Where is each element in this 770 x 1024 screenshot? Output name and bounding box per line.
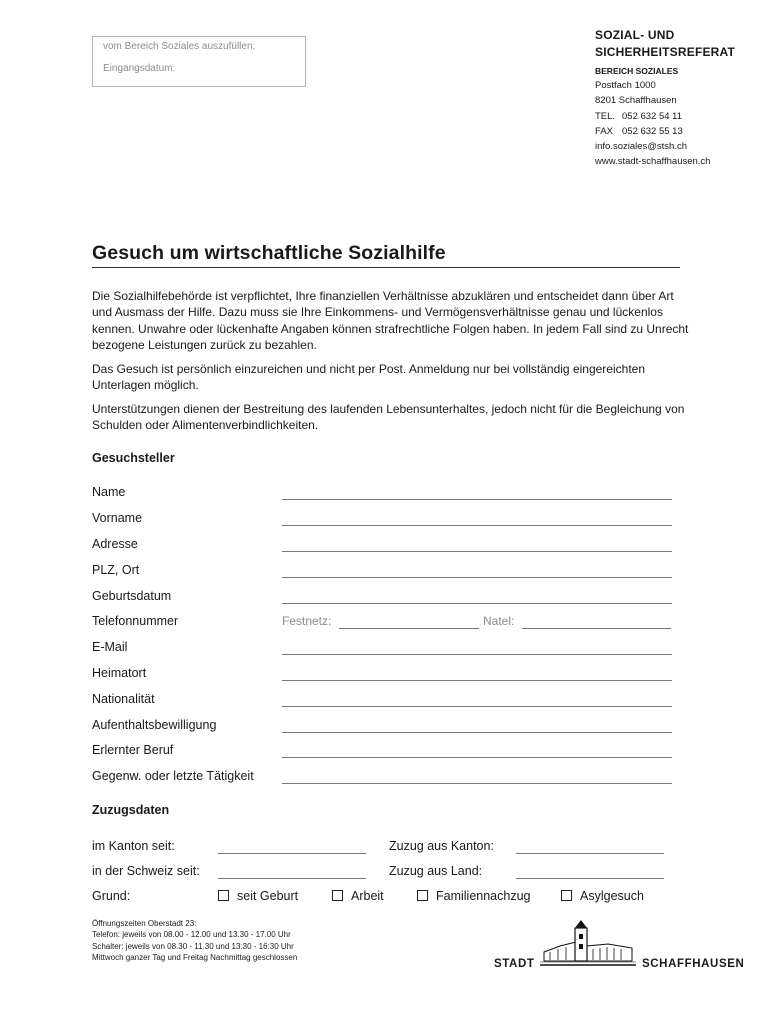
opening-hours-title: Öffnungszeiten Oberstadt 23: — [92, 919, 197, 928]
reason-label: Grund: — [92, 889, 131, 903]
profession-input-line[interactable] — [282, 757, 672, 758]
reason-option-family[interactable] — [417, 889, 531, 903]
castle-logo-icon — [538, 916, 638, 972]
arrival-row-canton — [92, 839, 672, 859]
email-input-line[interactable] — [282, 654, 672, 655]
address-input-line[interactable] — [282, 551, 672, 552]
opening-hours-phone: Telefon: jeweils von 08.00 - 12.00 und 13.30 - 17.00 Uhr — [92, 930, 291, 940]
reason-row — [92, 889, 692, 909]
field-label: E-Mail — [92, 640, 128, 654]
opening-hours — [92, 918, 392, 963]
website: www.stadt-schaffhausen.ch — [595, 156, 711, 168]
canton-since-label: im Kanton seit: — [92, 839, 175, 853]
email-address: info.soziales@stsh.ch — [595, 141, 688, 153]
option-label: Arbeit — [351, 889, 384, 903]
checkbox-icon[interactable] — [218, 890, 229, 901]
nationality-input-line[interactable] — [282, 706, 672, 707]
intro-paragraph-3: Unterstützungen dienen der Bestreitung des laufenden Lebensunterhaltes, jedoch nicht für die Begleichung von Schulden oder Alimentenverbindlichkeiten. — [92, 402, 685, 433]
phone-number: 052 632 54 11 — [622, 110, 683, 122]
org-name-line2: SICHERHEITSREFERAT — [595, 45, 736, 59]
city-logo — [494, 916, 754, 972]
fax-line — [595, 124, 765, 139]
field-label: Aufenthaltsbewilligung — [92, 718, 217, 732]
field-profession — [92, 743, 672, 763]
canton-since-input-line[interactable] — [218, 853, 366, 854]
from-country-input-line[interactable] — [516, 878, 664, 879]
field-label: Geburtsdatum — [92, 589, 172, 603]
name-input-line[interactable] — [282, 499, 672, 500]
field-label: Telefonnummer — [92, 614, 179, 628]
office-use-label: vom Bereich Soziales auszufüllen: — [103, 41, 256, 52]
sender-address — [595, 27, 765, 170]
receipt-date-label: Eingangsdatum: — [103, 63, 176, 74]
field-birthdate — [92, 589, 672, 609]
hometown-input-line[interactable] — [282, 680, 672, 681]
reason-option-birth[interactable] — [218, 889, 298, 903]
option-label: Familiennachzug — [436, 889, 531, 903]
field-label: Gegenw. oder letzte Tätigkeit — [92, 769, 254, 783]
field-hometown — [92, 666, 672, 686]
field-email — [92, 640, 672, 660]
arrival-row-country — [92, 864, 672, 884]
checkbox-icon[interactable] — [417, 890, 428, 901]
field-phone — [92, 614, 672, 634]
option-label: Asylgesuch — [580, 889, 644, 903]
landline-label: Festnetz: — [282, 614, 332, 628]
checkbox-icon[interactable] — [561, 890, 572, 901]
phone-line — [595, 109, 765, 124]
org-name-line1: SOZIAL- UND — [595, 28, 675, 42]
reason-option-asylum[interactable] — [561, 889, 644, 903]
fax-label: FAX — [595, 125, 613, 137]
logo-word-city: SCHAFFHAUSEN — [642, 958, 745, 970]
field-label: PLZ, Ort — [92, 563, 140, 577]
field-nationality — [92, 692, 672, 712]
city: 8201 Schaffhausen — [595, 95, 677, 107]
office-use-box — [92, 36, 306, 87]
field-label: Name — [92, 485, 126, 499]
field-label: Vorname — [92, 511, 143, 525]
field-current-activity — [92, 769, 672, 789]
field-label: Adresse — [92, 537, 138, 551]
field-label: Nationalität — [92, 692, 155, 706]
field-label: Erlernter Beruf — [92, 743, 174, 757]
current-activity-input-line[interactable] — [282, 783, 672, 784]
arrival-heading: Zuzugsdaten — [92, 803, 170, 817]
department-name: BEREICH SOZIALES — [595, 66, 679, 76]
switzerland-since-label: in der Schweiz seit: — [92, 864, 200, 878]
zip-city-input-line[interactable] — [282, 577, 672, 578]
page-title: Gesuch um wirtschaftliche Sozialhilfe — [92, 242, 680, 268]
mobile-input-line[interactable] — [522, 628, 671, 629]
field-first-name — [92, 511, 672, 531]
first-name-input-line[interactable] — [282, 525, 672, 526]
mobile-label: Natel: — [483, 614, 515, 628]
opening-hours-closed: Mittwoch ganzer Tag und Freitag Nachmittag geschlossen — [92, 952, 298, 962]
field-zip-city — [92, 563, 672, 583]
switzerland-since-input-line[interactable] — [218, 878, 366, 879]
postbox: Postfach 1000 — [595, 80, 656, 91]
phone-label: TEL. — [595, 110, 616, 122]
from-canton-label: Zuzug aus Kanton: — [389, 839, 494, 853]
field-name — [92, 485, 672, 505]
birthdate-input-line[interactable] — [282, 603, 672, 604]
logo-word-stadt: STADT — [494, 958, 535, 970]
checkbox-icon[interactable] — [332, 890, 343, 901]
option-label: seit Geburt — [237, 889, 299, 903]
applicant-heading: Gesuchsteller — [92, 451, 175, 465]
intro-paragraph-1: Die Sozialhilfebehörde ist verpflichtet, Ihre finanziellen Verhältnisse abzuklären und entscheidet dann über Art und Ausmass der Hilfe. Dazu muss sie Ihre Einkommens- und Vermögensverhältnisse genau und lückenlos kennen. Unwahre oder lückenhafte Angaben können strafrechtliche Folgen haben. In jedem Fall sind zu Unrecht bezogene Leistungen zurück zu bezahlen. — [92, 289, 689, 352]
opening-hours-counter: Schalter: jeweils von 08.30 - 11.30 und 13:30 - 16:30 Uhr — [92, 941, 294, 951]
field-address — [92, 537, 672, 557]
landline-input-line[interactable] — [339, 628, 479, 629]
field-residence-permit — [92, 718, 672, 738]
reason-option-work[interactable] — [332, 889, 384, 903]
from-canton-input-line[interactable] — [516, 853, 664, 854]
intro-paragraph-2: Das Gesuch ist persönlich einzureichen und nicht per Post. Anmeldung nur bei vollständig eingereichten Unterlagen möglich. — [92, 362, 645, 393]
residence-permit-input-line[interactable] — [282, 732, 672, 733]
fax-number: 052 632 55 13 — [622, 125, 683, 137]
from-country-label: Zuzug aus Land: — [389, 864, 483, 878]
phone-inputs — [282, 614, 672, 634]
field-label: Heimatort — [92, 666, 147, 680]
